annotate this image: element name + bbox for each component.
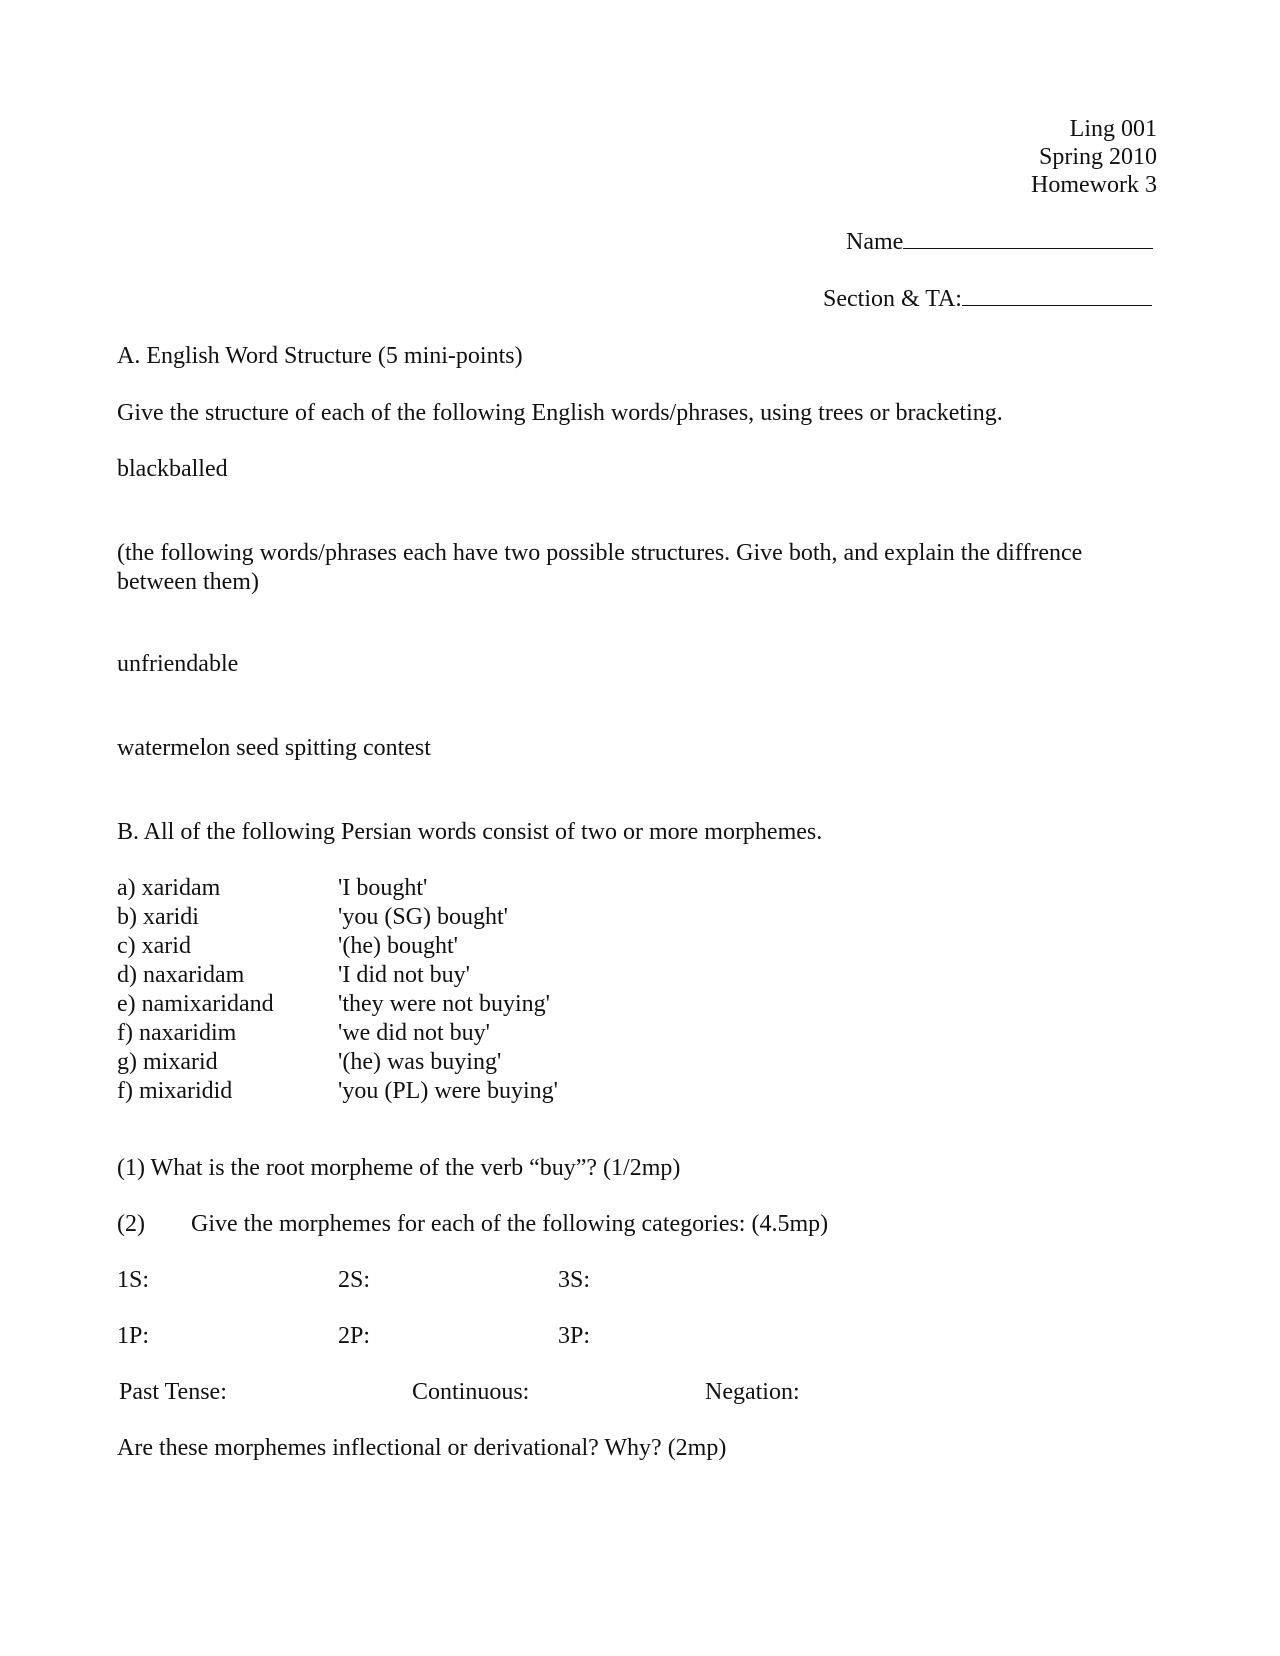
gloss: '(he) was buying' bbox=[338, 1049, 502, 1075]
gloss: 'you (PL) were buying' bbox=[338, 1078, 558, 1104]
cat-3p: 3P: bbox=[558, 1323, 591, 1349]
part-b-intro: B. All of the following Persian words consist of two or more morphemes. bbox=[117, 819, 823, 845]
list-item-e bbox=[117, 990, 558, 1019]
persian-word-list bbox=[117, 874, 558, 1106]
assignment-label: Homework 3 bbox=[1031, 172, 1157, 198]
section-field[interactable] bbox=[823, 285, 1152, 314]
question-3: Are these morphemes inflectional or derivational? Why? (2mp) bbox=[117, 1435, 727, 1461]
gloss: '(he) bought' bbox=[338, 933, 458, 959]
word-blackballed: blackballed bbox=[117, 456, 228, 482]
course-label: Ling 001 bbox=[1069, 116, 1157, 142]
cat-1p: 1P: bbox=[117, 1323, 150, 1349]
list-item-c bbox=[117, 932, 558, 961]
list-item-a bbox=[117, 874, 558, 903]
gloss: 'you (SG) bought' bbox=[338, 904, 508, 930]
cat-2p: 2P: bbox=[338, 1323, 371, 1349]
cat-1s: 1S: bbox=[117, 1267, 150, 1293]
question-2 bbox=[117, 1210, 828, 1239]
cat-negation: Negation: bbox=[705, 1379, 800, 1405]
part-a-instruction: Give the structure of each of the following English words/phrases, using trees or bracketing. bbox=[117, 400, 1003, 426]
part-a-title: A. English Word Structure (5 mini-points) bbox=[117, 343, 523, 369]
question-2-text: Give the morphemes for each of the following categories: (4.5mp) bbox=[191, 1211, 829, 1237]
persian-word: f) mixaridid bbox=[117, 1078, 233, 1104]
list-item-f bbox=[117, 1019, 558, 1048]
gloss: 'I did not buy' bbox=[338, 962, 470, 988]
gloss: 'I bought' bbox=[338, 875, 428, 901]
word-watermelon: watermelon seed spitting contest bbox=[117, 735, 431, 761]
part-a-note: (the following words/phrases each have two possible structures. Give both, and explain the diffrence between them) bbox=[117, 540, 1083, 595]
list-item-g bbox=[117, 1048, 558, 1077]
term-label: Spring 2010 bbox=[1038, 144, 1157, 170]
question-2-number: (2) bbox=[117, 1211, 145, 1237]
question-1: (1) What is the root morpheme of the verb “buy”? (1/2mp) bbox=[117, 1155, 681, 1181]
cat-2s: 2S: bbox=[338, 1267, 371, 1293]
persian-word: e) namixaridand bbox=[117, 991, 274, 1017]
cat-continuous: Continuous: bbox=[412, 1379, 530, 1405]
persian-word: a) xaridam bbox=[117, 875, 221, 901]
word-unfriendable: unfriendable bbox=[117, 651, 239, 677]
name-label: Name bbox=[846, 229, 904, 255]
persian-word: c) xarid bbox=[117, 933, 191, 959]
persian-word: b) xaridi bbox=[117, 904, 199, 930]
section-label: Section & TA: bbox=[823, 286, 962, 312]
list-item-f2 bbox=[117, 1077, 558, 1106]
list-item-d bbox=[117, 961, 558, 990]
list-item-b bbox=[117, 903, 558, 932]
cat-past-tense: Past Tense: bbox=[119, 1379, 227, 1405]
section-blank[interactable] bbox=[962, 285, 1152, 306]
persian-word: f) naxaridim bbox=[117, 1020, 237, 1046]
cat-3s: 3S: bbox=[558, 1267, 591, 1293]
gloss: 'they were not buying' bbox=[338, 991, 550, 1017]
name-blank[interactable] bbox=[903, 228, 1153, 249]
gloss: 'we did not buy' bbox=[338, 1020, 490, 1046]
persian-word: g) mixarid bbox=[117, 1049, 218, 1075]
persian-word: d) naxaridam bbox=[117, 962, 245, 988]
name-field[interactable] bbox=[846, 228, 1153, 257]
